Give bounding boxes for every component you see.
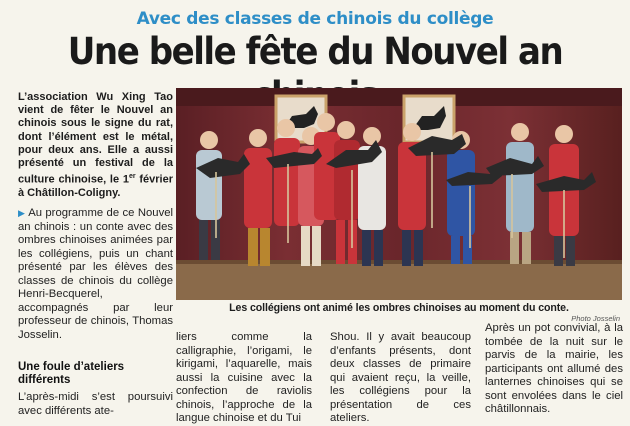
- photo-caption: Les collégiens ont animé les ombres chinoises au moment du conte.: [229, 302, 569, 314]
- article-chapo: [18, 91, 173, 200]
- article-column-3: Shou. Il y avait beaucoup d’enfants présents, dont deux classes de primaire qui avaient reçu, la veille, les collégiens pour la présentation de ces ateliers.: [330, 331, 471, 424]
- article-subheading: Une foule d’ateliers différents: [18, 361, 125, 386]
- article-kicker: Avec des classes de chinois du collège: [136, 9, 494, 29]
- article-column-1-continued: L’après-midi s’est poursuivi avec différents ate-: [18, 391, 173, 417]
- article-column-4: Après un pot convivial, à la tombée de la nuit sur le parvis de la mairie, les participants ont allumé des lanternes chinoises qui se sont envolées dans le ciel châtillonnais.: [485, 322, 623, 415]
- article-column-2: liers comme la calligraphie, l’origami, le kirigami, l’aquarelle, mais aussi la cuisine avec la confection de raviolis chinois, l’approche de la langue chinoise et du Tui: [176, 331, 312, 424]
- chapo-ordinal: er: [128, 173, 136, 181]
- article-headline: Une belle fête du Nouvel an: [67, 30, 563, 73]
- chapo-text: L’association Wu Xing Tao vient de fêter le Nouvel an chinois sous le signe du rat, dont l’élément est le métal, pour deux ans. Elle a aussi présenté un festival de la culture chinoise, le 1: [18, 91, 173, 186]
- photo-illustration: [176, 88, 622, 300]
- photo-credit: Photo Josselin: [571, 314, 620, 323]
- chapo-text-end: février à Châtillon-Coligny.: [18, 173, 173, 200]
- column-1-text: Au programme de ce Nouvel an chinois : un conte avec des ombres chinoises animées par les collégiens, puis un chant présenté par les élèves des classes de chinois du collège Henri-Becquerel, accompagnés par leur professeur de chinois, Thomas Josselin.: [18, 207, 174, 341]
- article-photo: [176, 88, 622, 300]
- article-column-1: [18, 207, 173, 342]
- paragraph-bullet-icon: ▶: [18, 208, 26, 218]
